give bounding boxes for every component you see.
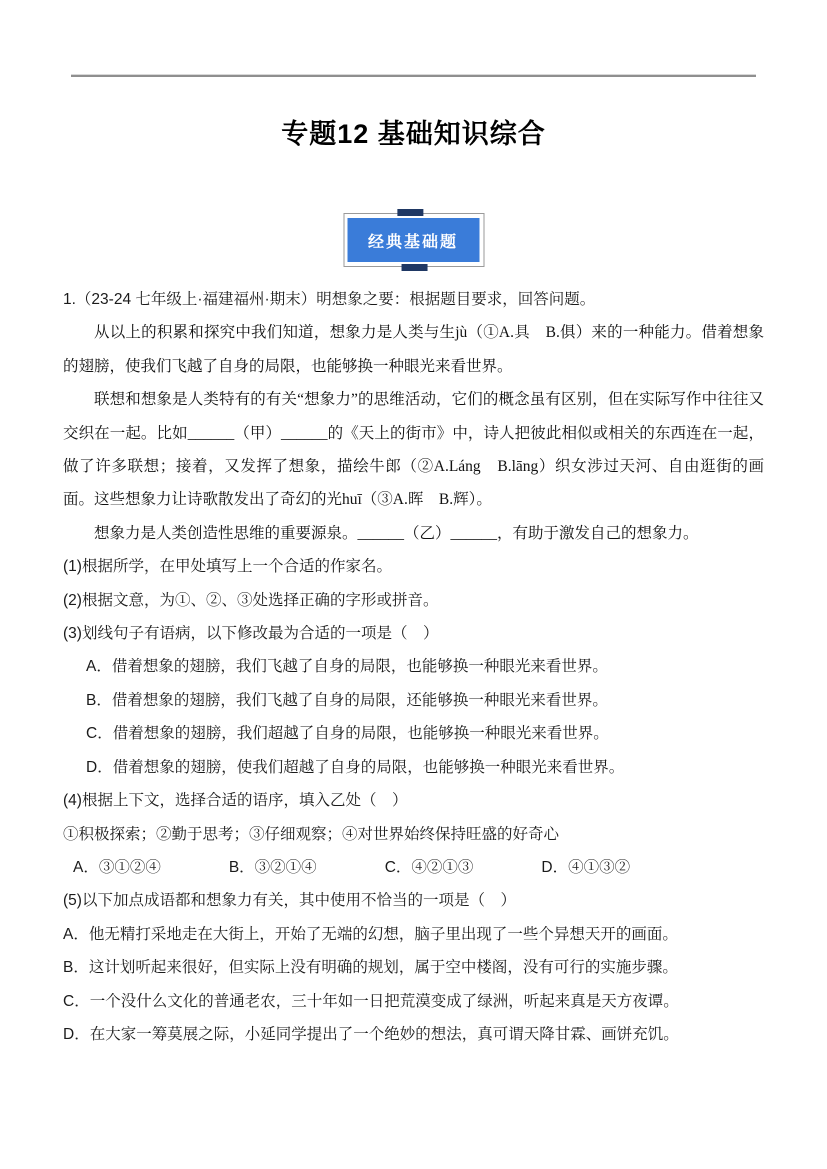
sub-question-4-option-c: C．④②①③ [384, 858, 474, 876]
passage-paragraph-3: 想象力是人类创造性思维的重要源泉。______（乙）______，有助于激发自己的想象力。 [94, 524, 699, 542]
question-heading: 1.（23-24 七年级上·福建福州·期末）明想象之要：根据题目要求，回答问题。 [63, 291, 596, 308]
page-title: 专题12 基础知识综合 [281, 119, 546, 149]
sub-question-5-option-a: A．他无精打采地走在大街上，开始了无端的幻想，脑子里出现了一些个异想天开的画面。 [63, 925, 678, 943]
sub-question-3-option-c: C．借着想象的翅膀，我们超越了自身的局限，也能够换一种眼光来看世界。 [86, 725, 609, 743]
classic-basics-badge [343, 213, 484, 267]
sub-question-4-options [63, 851, 764, 884]
badge-bottom-tab [402, 264, 428, 271]
sub-question-4-option-d: D．④①③② [541, 858, 631, 876]
sub-question-3-option-d: D．借着想象的翅膀，使我们超越了自身的局限，也能够换一种眼光来看世界。 [86, 758, 625, 776]
sub-question-3-option-b: B．借着想象的翅膀，我们飞越了自身的局限，还能够换一种眼光来看世界。 [86, 691, 608, 709]
sub-question-4-option-b: B．③②①④ [228, 858, 317, 876]
sub-question-5-option-c: C．一个没什么文化的普通老农，三十年如一日把荒漠变成了绿洲，听起来真是天方夜谭。 [63, 992, 679, 1010]
sub-question-4-items: ①积极探索；②勤于思考；③仔细观察；④对世界始终保持旺盛的好奇心 [63, 825, 560, 843]
badge-label: 经典基础题 [347, 218, 479, 262]
sub-question-4-stem: (4)根据上下文，选择合适的语序，填入乙处（ ） [63, 792, 408, 810]
passage-paragraph-1: 从以上的积累和探究中我们知道，想象力是人类与生jù（①A.具 B.俱）来的一种能力。借着想象的翅膀，使我们飞越了自身的局限，也能够换一种眼光来看世界。 [63, 324, 764, 375]
header-divider [71, 74, 756, 77]
sub-question-5-option-b: B．这计划听起来很好，但实际上没有明确的规划，属于空中楼阁，没有可行的实施步骤。 [63, 959, 678, 977]
sub-question-5-option-d: D．在大家一筹莫展之际，小延同学提出了一个绝妙的想法，真可谓天降甘霖、画饼充饥。 [63, 1025, 679, 1043]
passage-paragraph-2: 联想和想象是人类特有的有关“想象力”的思维活动，它们的概念虽有区别，但在实际写作中往往又交织在一起。比如______（甲）______的《天上的街市》中，诗人把彼此相似或相关的东西连在一起，做了许多联想；接着，又发挥了想象，描绘牛郎（②A.Láng B.lāng）织女涉过天河、自由逛街的画面。这些想象力让诗歌散发出了奇幻的光huī（③A.晖 B.辉）。 [63, 391, 764, 509]
sub-question-1: (1)根据所学，在甲处填写上一个合适的作家名。 [63, 558, 392, 576]
sub-question-3-options [63, 650, 764, 784]
sub-question-3-option-a: A．借着想象的翅膀，我们飞越了自身的局限，也能够换一种眼光来看世界。 [86, 658, 608, 676]
sub-question-3-stem: (3)划线句子有语病，以下修改最为合适的一项是（ ） [63, 625, 439, 643]
badge-top-tab [397, 209, 423, 216]
sub-question-5-stem: (5)以下加点成语都和想象力有关，其中使用不恰当的一项是（ ） [63, 892, 516, 910]
sub-question-2: (2)根据文意，为①、②、③处选择正确的字形或拼音。 [63, 591, 439, 609]
question-block [63, 283, 764, 1051]
sub-question-4-option-a: A．③①②④ [73, 858, 161, 876]
